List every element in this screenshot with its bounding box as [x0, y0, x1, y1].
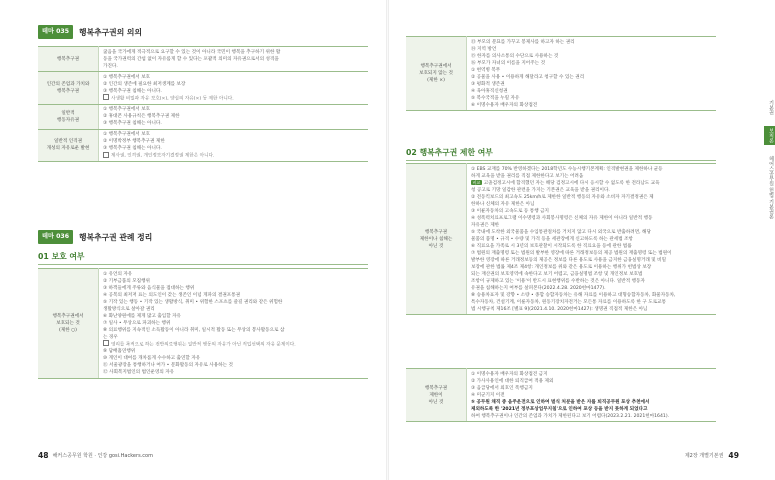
table-row — [406, 164, 716, 315]
theme-035-header — [38, 24, 142, 40]
row-line: 는 경우 — [103, 334, 118, 340]
row-body — [467, 164, 717, 315]
row-body — [99, 72, 369, 105]
table-row — [38, 72, 368, 105]
note-text: 제사권, 인격권, 개인정보자기결정권 제한은 아니다. — [111, 153, 215, 159]
row-line: ⑨ 담배흡연행위 — [103, 349, 136, 354]
row-line: 되는 재산권의 보호영역에 속한다고 보기 어렵고, 금융실명법 조항 및 개인정보 보호법 — [471, 271, 643, 277]
row-line: 유권을 침해하는지 여부를 살펴본다(2022.4.28. 2020헌마1477). — [471, 285, 606, 291]
row-line: ⑤ 복수국적을 누릴 자유 — [471, 95, 520, 101]
row-line: ⑩ 게인이 대여를 개차롭게 수수하고 출연할 자유 — [103, 356, 201, 361]
theme-badge: 테마 035 — [38, 25, 73, 39]
page-number: 49 — [728, 451, 739, 460]
table-036 — [38, 268, 368, 379]
footer-right — [685, 451, 739, 460]
compare-tag: 비교 — [472, 179, 481, 185]
row-line: ⑤ 국내에 도착한 외국물품을 수입통관절차를 거치지 않고 다시 외국으로 반출하려면, 해당 — [471, 229, 651, 235]
row-note — [103, 341, 364, 349]
theme-badge: 테마 036 — [38, 230, 73, 244]
row-line: ⑦ 일사 • 무상으로 파괴하는 행위 — [103, 320, 171, 326]
row-line: ① 이명수용자 배우자의 화상접견 금지 — [471, 371, 548, 377]
table-row — [406, 37, 716, 111]
row-line: ② 공물을 사용 • 이용하게 해달라고 청구할 수 있는 권리 — [471, 74, 585, 80]
row-line: ⑯ 부모가 자녀의 이름을 지어주는 것 — [471, 60, 546, 66]
table-limit — [406, 163, 716, 315]
note-text: 사생활 비밀과 자유 보호(×), 양심의 자유(×) 등 제한 아니다. — [111, 96, 234, 101]
row-body — [99, 104, 369, 129]
row-line: 한하나 신체의 자유 제한은 아님 — [471, 201, 535, 207]
row-label: 행복추구권 — [38, 47, 99, 72]
theme-036-header — [38, 229, 152, 245]
row-line: ① 행복추구권에서 보호 — [103, 132, 150, 137]
checkbox-icon — [103, 340, 109, 346]
compare-text: 고졸검정고시에 합격했던 자는 해당 검정고시에 다시 응시할 수 없도록 한 전라남도 교육 — [483, 180, 660, 186]
row-line: ③ 행복추구권 침해는 아니다. — [103, 88, 162, 94]
table-row — [38, 129, 368, 162]
row-line: 하여 행복추구권이나 인간의 존엄과 가치가 제한된다고 보기 어렵다(2023.2.21. 2021헌마1641). — [471, 413, 670, 419]
theme-title: 행복추구권 관례 정리 — [79, 232, 153, 242]
table-035 — [38, 46, 368, 162]
table-row — [406, 369, 716, 422]
side-tab — [763, 100, 775, 220]
row-line: ① EBS 교재를 70% 반영하겠다는 2018학년도 수능시행기본계획: 인격발현권을 제한하나 균등 — [471, 166, 663, 172]
side-tab-active: 보칙론 — [764, 126, 775, 145]
table-not-protected — [406, 36, 716, 111]
row-label: 인간의 존엄과 가치와 행복추구권 — [38, 72, 99, 105]
row-line: 하게 교육을 받을 권리를 직접 제한한다고 보기는 어려움 — [471, 173, 584, 179]
row-line: ③ 행복추구권 침해는 아니다. — [103, 146, 162, 151]
table-limit-2 — [406, 368, 716, 422]
row-line: ② 이명박정부 행복추구권 제한 — [103, 139, 165, 144]
row-line: ① 현역병 복무 — [471, 67, 501, 73]
footer-text: 제2장 개별기본권 — [684, 453, 724, 459]
row-line: 동을 국가권력의 간섭 없이 자유롭게 할 수 있다는 포괄적 의미의 자유권으로서의 성격을 — [103, 56, 279, 62]
left-page — [0, 0, 385, 480]
row-line: ⑦ 법원의 재출명령 또는 법원의 발부한 영장에 따른 거래정보등의 제공 법원의 재출명령 또는 법원이 — [471, 250, 672, 256]
row-line-bold: ⑤ 공무원 채직 중 음주운전으로 인하여 벌식 처분을 받은 자를 퇴직공무원 포상 추천에서 — [471, 399, 650, 405]
note-text: 영리를 목적으로 하는 전반의료행위는 일반적 행동의 자유가 아닌 직업선택의 자유 문제이다. — [111, 342, 296, 347]
right-page — [390, 0, 775, 480]
row-line: ⑥ 직료요을 가족로 시 3년의 보호관찰이 시작되도록 한 직료요을 등에 관한 법률 — [471, 243, 632, 249]
row-line: ② 휴대폰 사용규칙은 행복추구권 제한 — [103, 114, 180, 119]
compare-line — [471, 180, 712, 187]
row-line: ⑥ 화난양원에를 제게 많고 출입할 자유 — [103, 313, 181, 319]
row-line: ① 행복추구권에서 보호 — [103, 107, 150, 112]
row-note — [103, 152, 364, 160]
row-line: 굶음을 국가에게 적극적으로 요구할 수 있는 것이 아니라 국민이 행복을 추구하기 위한 활 — [103, 49, 281, 55]
row-label: 일반적 인격권 개성의 자유로운 발현 — [38, 129, 99, 162]
book-spine — [386, 0, 389, 480]
table-row — [38, 47, 368, 72]
row-body — [99, 269, 369, 379]
row-line: 보장에 관한 법률 제4조 제4항: 개인정보를 위와 같은 용도로 이용하는 행위가 헌법상 보장 — [471, 264, 652, 270]
row-label: 행복추구권 제한이 아닌 것 — [406, 369, 467, 422]
row-line: ⑥ 이명수용자 배우자의 화상접견 — [471, 102, 538, 108]
row-line: 자유권은 제한 — [471, 222, 500, 228]
row-line: ④ 공복의 최저저 표는 의도인이 갖는 생존인 이념 게파의 결권포통권 — [103, 292, 241, 298]
row-line: 생활방식으로 살아갈 권리 — [103, 306, 155, 312]
row-line: ② 인간의 생존에 필요한 최저생계를 보장 — [103, 81, 186, 87]
row-line: ⑤ 기작 있는 행동 • 기작 있는 생활방식, 취미 • 위험한 스포츠를 즐길 권리와 같은 위험한 — [103, 299, 283, 305]
row-line: ③ 평화적 생존권 — [471, 81, 505, 87]
page-number: 48 — [38, 451, 49, 460]
row-line: ⑧ 승용차표자 및 강향 • 소량 • 종합 승합자동차는 유해 자료를 이용하고 대형승합자동차, 화물자동차, — [471, 292, 676, 298]
row-line: 가진다. — [103, 63, 118, 69]
row-line: ④ 미군기지 이전 — [471, 392, 505, 398]
row-line: ③ 이륜자동차의 고속도로 등 통행 금지 — [471, 208, 549, 214]
footer-left — [38, 451, 153, 460]
row-line: 법 시행규칙 제16조 [별표 9](2021.4.10. 2020헌마1427): 생명권 직접적 제한은 아님 — [471, 306, 648, 312]
row-line: ② 가사사용인에 대한 퇴직급여 적용 제외 — [471, 378, 554, 384]
row-label: 행복추구권 제한이나 침해는 아닌 것 — [406, 164, 467, 315]
row-body — [99, 47, 369, 72]
row-line: ⑧ 의료행위를 지속적인 소득활동이 아니라 취미, 일시적 활동 또는 무상의 봉사활동으로 삼 — [103, 327, 285, 333]
row-body — [467, 369, 717, 422]
table-row — [38, 269, 368, 379]
row-line: ② 기부금품의 모집행위 — [103, 278, 150, 284]
row-line: ⑭ 지역 방언 — [471, 46, 497, 52]
row-line: ③ 행복추구권 침해는 아니다. — [103, 121, 162, 126]
row-line: ③ 하객들에게 주류와 음식물을 접대하는 행위 — [103, 285, 195, 291]
row-body — [99, 129, 369, 162]
footer-text: 해커스공무원 학원 · 인강 gosi.Hackers.com — [52, 453, 153, 459]
side-tab-book: 헤어스공무원 헌법 기본권론 — [768, 156, 774, 220]
row-line: ④ 육아휴직신청권 — [471, 88, 508, 94]
row-label: 행복추구권에서 보호되지 않는 것 (제한 ×) — [406, 37, 467, 111]
row-line-bold: 제외하도록 한 '2021년 정부포상업무지침'으로 인하여 포상 등을 받지 못하게 되었다고 — [471, 406, 648, 412]
checkbox-icon — [103, 152, 109, 158]
row-line: ⑬ 부모의 분묘를 가꾸고 봉제사를 하고자 하는 권리 — [471, 39, 575, 45]
row-line: ① 유언의 자유 — [103, 271, 133, 277]
row-line: ⑫ 사회복지법인의 법인운영의 자유 — [103, 370, 175, 375]
row-line: 물품의 품명 • 규격 • 수량 및 가격 등을 세관장에게 신고하도록 하는 관세법 조항 — [471, 236, 633, 242]
table-row — [38, 104, 368, 129]
section-heading: 02 행복추구권 제한 여부 — [406, 148, 493, 157]
row-line: ① 행복추구권에서 보호 — [103, 74, 150, 80]
row-line: 조항이 규제하고 있는 '이용'이 반드시 표현행위를 수반하는 것은 아니다. 일반적 행동자 — [471, 278, 645, 284]
row-line: ⑮ 한자를 의사소통의 수단으로 사용하는 것 — [471, 53, 559, 59]
row-line: 특수자동차, 건설기계, 이륜자동차, 원동기장치자전거는 모든통 자료를 이용하도록 한 구 도로교통 — [471, 299, 667, 305]
row-line: ⑪ 서울광장을 통행하거나 여가 • 문화활동의 자유로 사용하는 것 — [103, 363, 233, 368]
section-rule — [38, 264, 368, 265]
row-label: 일반적 행동자유권 — [38, 104, 99, 129]
row-line: ④ 성폭력치료프로그램 이수명령과 사회봉사명령은 신체의 자유 제한이 아니라 일반적 행동 — [471, 215, 653, 221]
row-line: 발부한 영장에 따른 거래정보등의 제공은 정보를 다른 용도로 사용을 금지한 금융실명거래 및 비밀 — [471, 257, 667, 263]
section-rule — [406, 160, 716, 161]
row-note — [103, 95, 364, 103]
row-line: ② 전동킥보드의 최고속도 25km/h로 제한한 일반적 행동의 자유와 소비자 자기결정권은 제 — [471, 194, 654, 200]
row-line: ③ 음급당에서 외호인 폭행금지 — [471, 385, 533, 391]
checkbox-icon — [103, 94, 109, 100]
row-line: 청 공고로 기망 일감한 관련을 가지는 기본권은 교육을 받을 권리이다. — [471, 187, 610, 193]
section-heading: 01 보호 여부 — [38, 252, 85, 261]
row-label: 행복추구권에서 보호되는 것 (제한 ○) — [38, 269, 99, 379]
row-body — [467, 37, 717, 111]
theme-title: 행복추구권의 의의 — [79, 27, 142, 37]
side-tab-label: 기본권 — [768, 100, 774, 115]
